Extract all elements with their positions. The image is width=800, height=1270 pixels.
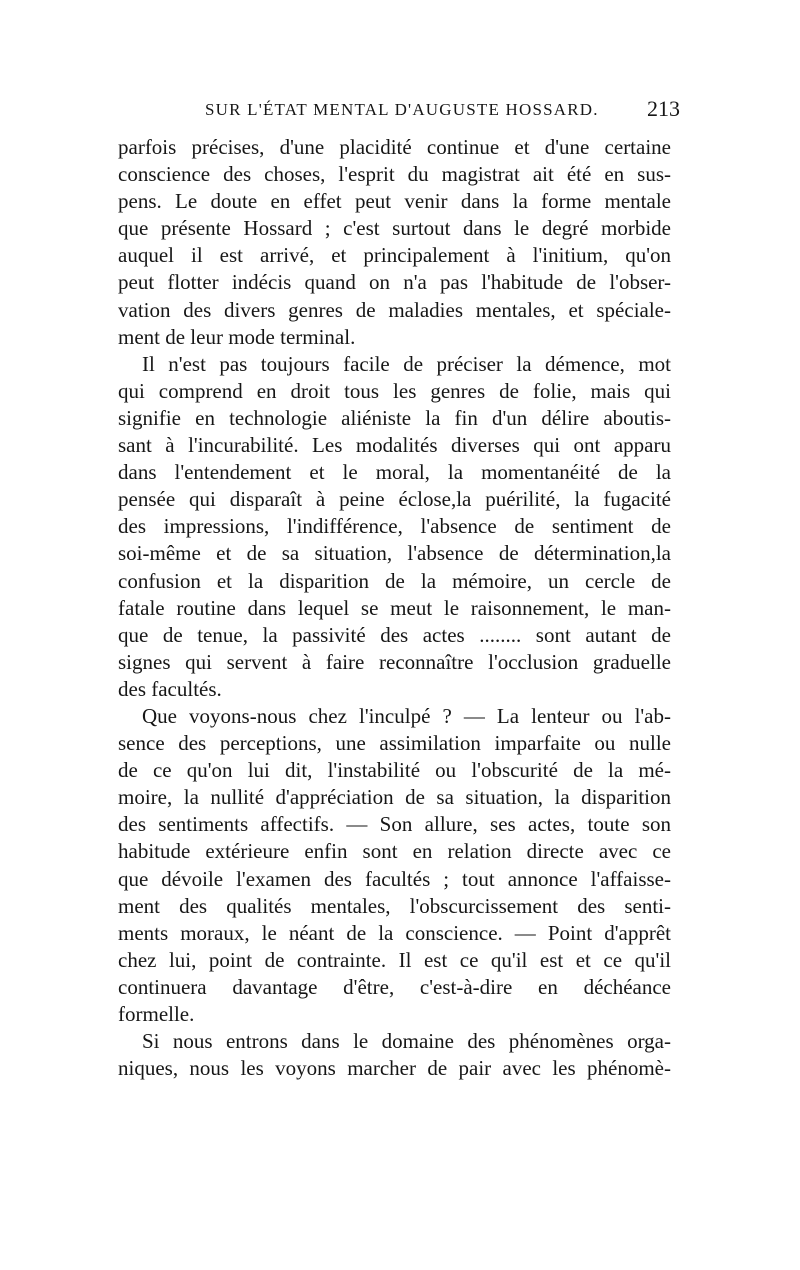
body-text <box>118 134 671 1082</box>
text-line: formelle. <box>118 1002 195 1026</box>
text-line: continuera davantage d'être, c'est-à-dire en déchéance <box>118 974 671 999</box>
text-line: chez lui, point de contrainte. Il est ce qu'il est et ce qu'il <box>118 947 671 972</box>
text-line: de ce qu'on lui dit, l'instabilité ou l'obscurité de la mé- <box>118 758 671 783</box>
text-line: qui comprend en droit tous les genres de folie, mais qui <box>118 378 671 403</box>
text-line: vation des divers genres de maladies mentales, et spéciale- <box>118 297 671 322</box>
text-line: peut flotter indécis quand on n'a pas l'habitude de l'obser- <box>118 270 671 295</box>
text-line: signes qui servent à faire reconnaître l'occlusion graduelle <box>118 649 671 674</box>
text-line: que de tenue, la passivité des actes ........ sont autant de <box>118 622 671 647</box>
paragraph <box>118 1028 671 1082</box>
running-head-title: SUR L'ÉTAT MENTAL D'AUGUSTE HOSSARD. <box>205 100 599 119</box>
text-line: des sentiments affectifs. — Son allure, ses actes, toute son <box>118 812 671 837</box>
text-line: habitude extérieure enfin sont en relation directe avec ce <box>118 839 671 864</box>
text-line: confusion et la disparition de la mémoire, un cercle de <box>118 568 671 593</box>
text-line: conscience des choses, l'esprit du magistrat ait été en sus- <box>118 162 671 187</box>
text-line: sence des perceptions, une assimilation imparfaite ou nulle <box>118 731 671 756</box>
text-line: des impressions, l'indifférence, l'absence de sentiment de <box>118 514 671 539</box>
text-line: que présente Hossard ; c'est surtout dans le degré morbide <box>118 216 671 241</box>
running-head <box>205 96 680 130</box>
text-line: des facultés. <box>118 676 222 701</box>
text-line: dans l'entendement et le moral, la momentanéité de la <box>118 460 671 485</box>
text-line: fatale routine dans lequel se meut le raisonnement, le man- <box>118 595 671 620</box>
text-line: sant à l'incurabilité. Les modalités diverses qui ont apparu <box>118 433 671 458</box>
text-line: soi-même et de sa situation, l'absence de détermination,la <box>118 541 671 566</box>
text-line: Si nous entrons dans le domaine des phénomènes orga- <box>142 1029 671 1054</box>
paragraph <box>118 134 671 351</box>
text-line: pens. Le doute en effet peut venir dans la forme mentale <box>118 189 671 214</box>
paragraph <box>118 351 671 703</box>
text-line: signifie en technologie aliéniste la fin d'un délire aboutis- <box>118 405 671 430</box>
text-line: parfois précises, d'une placidité continue et d'une certaine <box>118 135 671 159</box>
text-line: Il n'est pas toujours facile de préciser la démence, mot <box>142 351 671 376</box>
text-line: ment des qualités mentales, l'obscurcissement des senti- <box>118 893 671 918</box>
text-line: moire, la nullité d'appréciation de sa situation, la disparition <box>118 785 671 810</box>
text-line: Que voyons-nous chez l'inculpé ? — La lenteur ou l'ab- <box>142 703 671 728</box>
text-line: ments moraux, le néant de la conscience. — Point d'apprêt <box>118 920 671 945</box>
text-line: ment de leur mode terminal. <box>118 324 356 349</box>
text-line: pensée qui disparaît à peine éclose,la puérilité, la fugacité <box>118 487 671 512</box>
text-line: auquel il est arrivé, et principalement à l'initium, qu'on <box>118 243 671 268</box>
text-line: que dévoile l'examen des facultés ; tout annonce l'affaisse- <box>118 866 671 891</box>
text-line: niques, nous les voyons marcher de pair avec les phénomè- <box>118 1056 671 1081</box>
page-number: 213 <box>647 96 680 121</box>
paragraph <box>118 703 671 1028</box>
